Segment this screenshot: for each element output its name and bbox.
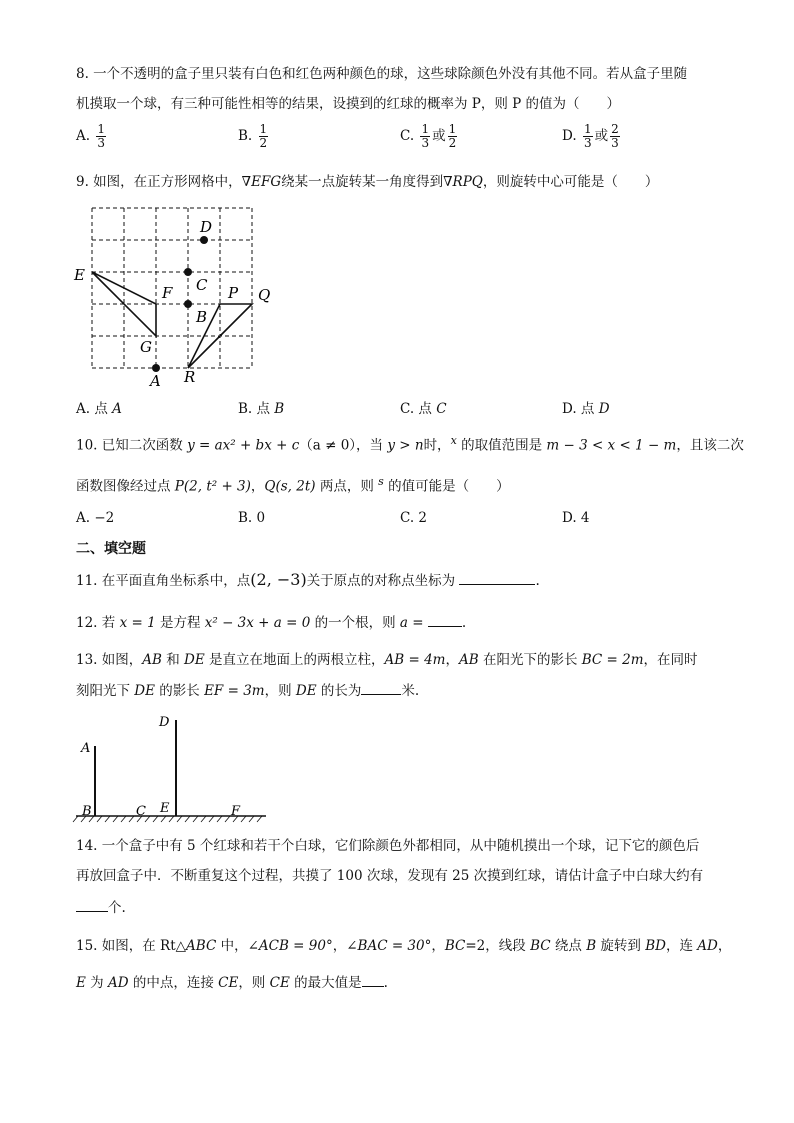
answer-blank[interactable] — [428, 612, 462, 627]
label-e: E — [74, 266, 85, 284]
q10-option-d[interactable]: D. 4 — [562, 510, 590, 526]
label-r: R — [184, 368, 196, 386]
q10-option-c[interactable]: C. 2 — [400, 510, 428, 526]
q9-option-a[interactable]: A. 点 A — [76, 401, 122, 417]
label-c: C — [136, 804, 146, 819]
q13-line1: 13. 如图，AB 和 DE 是直立在地面上的两根立柱，AB = 4m，AB 在阳光下的影长 BC = 2m，在同时 — [76, 652, 698, 668]
q10-option-a[interactable]: A. −2 — [76, 510, 115, 526]
point-c — [184, 268, 192, 276]
q9-option-b[interactable]: B. 点 B — [238, 401, 285, 417]
label-p: P — [228, 284, 239, 302]
q8-option-b[interactable]: B. $\frac{1}{2}$ — [238, 122, 268, 150]
q8-line1: 8. 一个不透明的盒子里只装有白色和红色两种颜色的球，这些球除颜色外没有其他不同。若从盒子里随 — [76, 66, 688, 82]
label-d: D — [200, 218, 213, 236]
answer-blank[interactable] — [76, 897, 108, 912]
q14-line1: 14. 一个盒子中有 5 个红球和若干个白球，它们除颜色外都相同，从中随机摸出一个球，记下它的颜色后 — [76, 838, 700, 854]
q9-grid-figure — [70, 200, 270, 390]
label-f: F — [231, 804, 241, 819]
label-a: A — [150, 372, 161, 390]
q15-line1: 15. 如图，在 Rt△ABC 中，∠ACB = 90°，∠BAC = 30°，BC=2，线段 BC 绕点 B 旋转到 BD，连 AD， — [76, 938, 732, 954]
q11-stem: 11. 在平面直角坐标系中，点(2, −3)关于原点的对称点坐标为 . — [76, 570, 540, 589]
q14-line2: 再放回盒子中．不断重复这个过程，共摸了 100 次球，发现有 25 次摸到红球，请估计盒子中白球大约有 — [76, 868, 704, 884]
label-a: A — [81, 741, 91, 756]
label-c: C — [196, 276, 208, 294]
q8-option-a[interactable]: A. $\frac{1}{3}$ — [76, 122, 105, 150]
label-b: B — [196, 308, 208, 326]
point-d — [200, 236, 208, 244]
q13-pillar-figure — [70, 708, 270, 828]
point-b — [184, 300, 192, 308]
answer-blank[interactable] — [362, 972, 384, 987]
q9-stem: 9. 如图，在正方形网格中，∇EFG绕某一点旋转某一角度得到∇RPQ，则旋转中心可能是（ ） — [76, 174, 659, 190]
q9-option-c[interactable]: C. 点 C — [400, 401, 447, 417]
fraction: $\frac{1}{2}$ — [448, 122, 457, 150]
fraction: $\frac{1}{2}$ — [259, 122, 268, 150]
label-e: E — [160, 801, 170, 816]
q15-line2: E 为 AD 的中点，连接 CE，则 CE 的最大值是 . — [76, 972, 388, 993]
q8-option-c[interactable]: C. $\frac{1}{3}$ 或 $\frac{1}{2}$ — [400, 122, 457, 150]
label-g: G — [140, 338, 152, 356]
label-b: B — [82, 804, 92, 819]
q10-line2: 函数图像经过点 P(2, t² + 3)，Q(s, 2t) 两点，则 $^s$ 的值可能是（ ） — [76, 475, 510, 495]
fraction: $\frac{1}{3}$ — [421, 122, 430, 150]
q8-option-d[interactable]: D. $\frac{1}{3}$ 或 $\frac{2}{3}$ — [562, 122, 619, 150]
section-title: 二、填空题 — [76, 541, 146, 557]
point-a — [152, 364, 160, 372]
fraction: $\frac{2}{3}$ — [611, 122, 619, 150]
fraction: $\frac{1}{3}$ — [97, 122, 105, 150]
q8-line2: 机摸取一个球，有三种可能性相等的结果，设摸到的红球的概率为 P，则 P 的值为（ ） — [76, 96, 621, 112]
answer-blank[interactable] — [459, 570, 535, 585]
q10-option-b[interactable]: B. 0 — [238, 510, 266, 526]
label-d: D — [159, 715, 170, 730]
q9-option-d[interactable]: D. 点 D — [562, 401, 610, 417]
label-f: F — [162, 284, 173, 302]
q14-line3: 个. — [76, 897, 126, 918]
fraction: $\frac{1}{3}$ — [583, 122, 592, 150]
q13-line2: 刻阳光下 DE 的影长 EF = 3m，则 DE 的长为 米. — [76, 680, 419, 701]
label-q: Q — [258, 286, 270, 304]
q12-stem: 12. 若 x = 1 是方程 x² − 3x + a = 0 的一个根，则 a = . — [76, 612, 466, 633]
q10-line1: 10. 已知二次函数 y = ax² + bx + c（a ≠ 0），当 y > n时，$^x$ 的取值范围是 m − 3 < x < 1 − m，且该二次 — [76, 434, 744, 454]
answer-blank[interactable] — [361, 680, 401, 695]
